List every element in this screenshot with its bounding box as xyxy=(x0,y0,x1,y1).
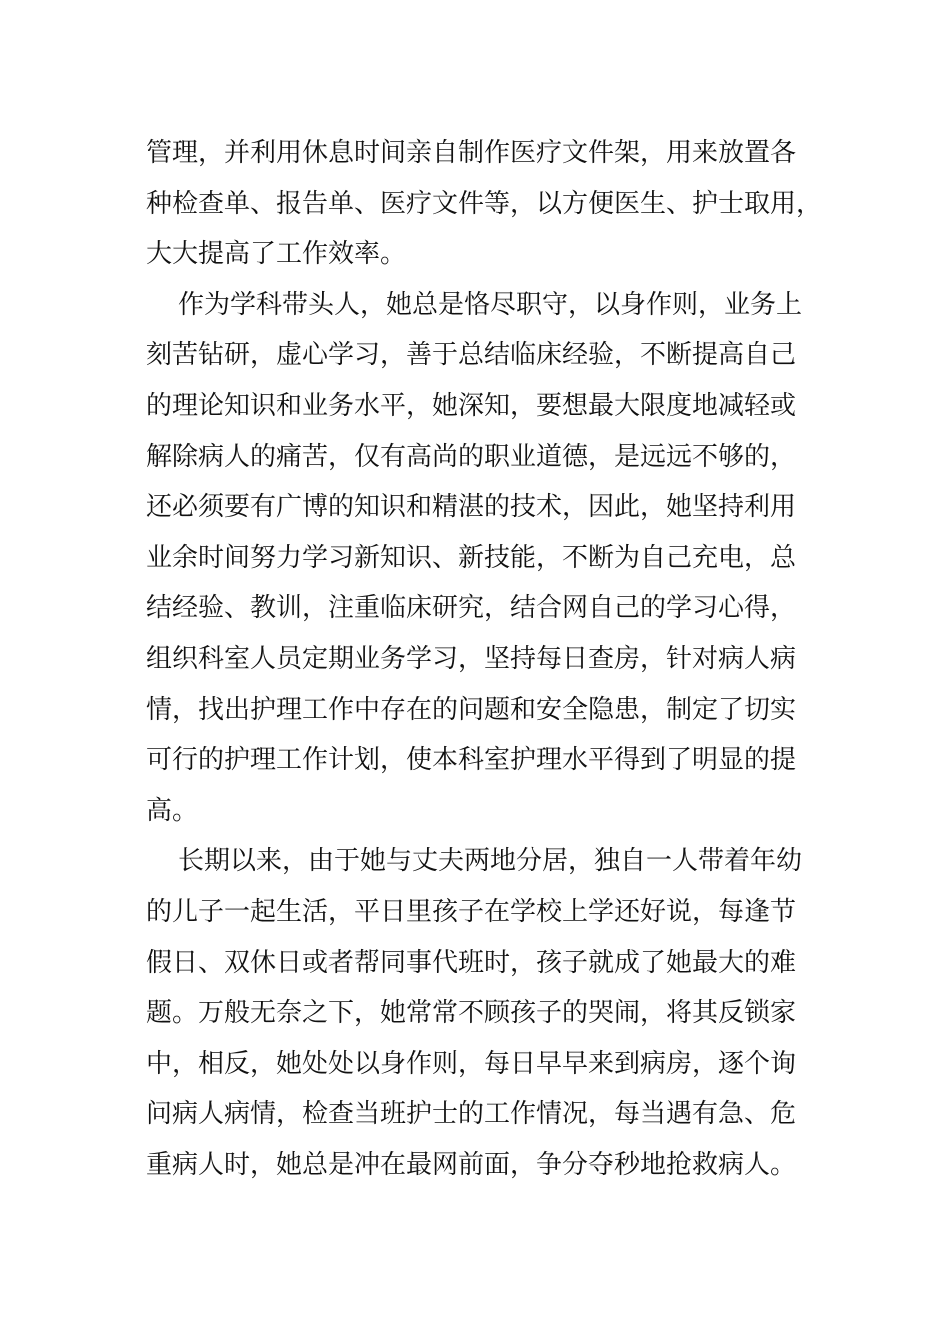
paragraph-1 xyxy=(146,128,823,280)
paragraph-3 xyxy=(146,836,803,1190)
text-line: 还必须要有广博的知识和精湛的技术，因此，她坚持利用 xyxy=(146,492,797,523)
document-body xyxy=(146,128,823,1190)
text-line: 重病人时，她总是冲在最网前面，争分夺秒地抢救病人。 xyxy=(146,1149,797,1180)
text-line: 刻苦钻研，虚心学习，善于总结临床经验，不断提高自己 xyxy=(146,340,797,371)
text-line: 解除病人的痛苦，仅有高尚的职业道德，是远远不够的， xyxy=(146,441,797,472)
text-line: 管理，并利用休息时间亲自制作医疗文件架，用来放置各 xyxy=(146,138,797,168)
text-line: 高。 xyxy=(146,795,199,826)
text-line: 的儿子一起生活，平日里孩子在学校上学还好说，每逢节 xyxy=(146,896,797,927)
text-line: 问病人病情，检查当班护士的工作情况，每当遇有急、危 xyxy=(146,1099,797,1130)
text-line: 的理论知识和业务水平，她深知，要想最大限度地减轻或 xyxy=(146,390,797,421)
text-line: 种检查单、报告单、医疗文件等，以方便医生、护士取用， xyxy=(146,188,823,219)
text-line: 组织科室人员定期业务学习，坚持每日查房，针对病人病 xyxy=(146,643,797,674)
text-line: 假日、双休日或者帮同事代班时，孩子就成了她最大的难 xyxy=(146,947,797,978)
text-line: 题。万般无奈之下，她常常不顾孩子的哭闹，将其反锁家 xyxy=(146,998,797,1029)
text-line: 作为学科带头人，她总是恪尽职守，以身作则，业务上 xyxy=(178,289,803,320)
text-line: 中，相反，她处处以身作则，每日早早来到病房，逐个询 xyxy=(146,1048,797,1079)
text-line: 长期以来，由于她与丈夫两地分居，独自一人带着年幼 xyxy=(178,846,803,877)
text-line: 结经验、教训，注重临床研究，结合网自己的学习心得， xyxy=(146,593,797,624)
text-line: 业余时间努力学习新知识、新技能，不断为自己充电，总 xyxy=(146,542,797,573)
text-line: 情，找出护理工作中存在的问题和安全隐患，制定了切实 xyxy=(146,694,797,725)
text-line: 可行的护理工作计划，使本科室护理水平得到了明显的提 xyxy=(146,745,797,776)
text-line: 大大提高了工作效率。 xyxy=(146,239,407,270)
paragraph-2 xyxy=(146,280,803,837)
